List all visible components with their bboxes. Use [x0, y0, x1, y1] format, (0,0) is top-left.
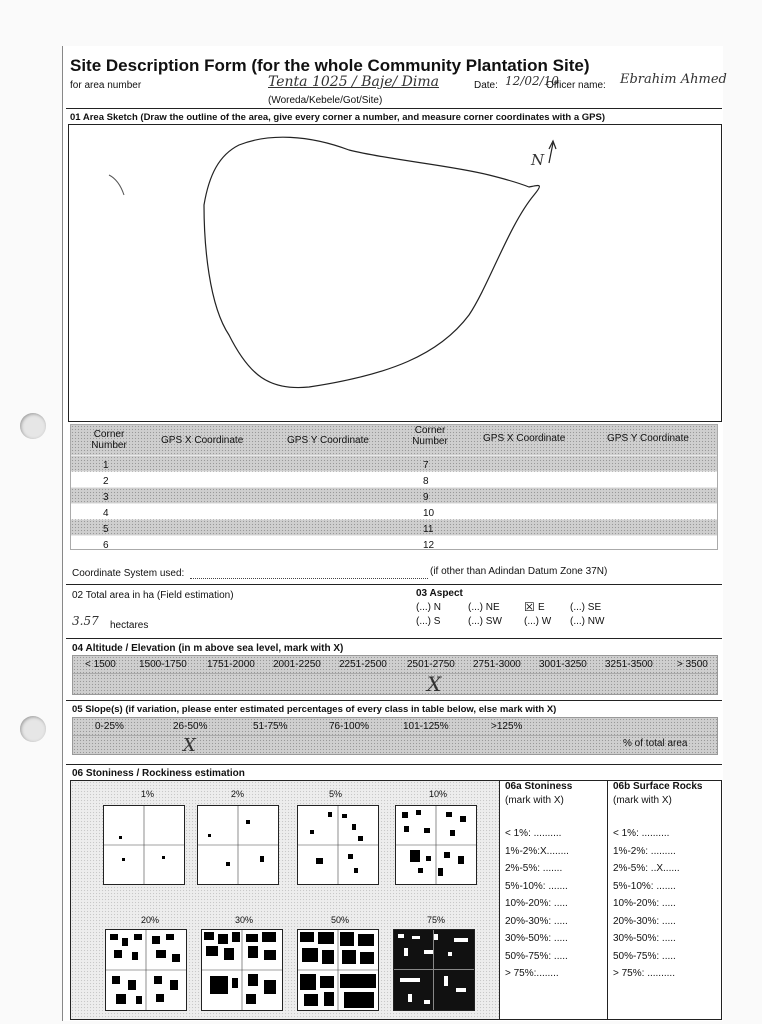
corners-table — [70, 424, 718, 550]
date-value[interactable]: 12/02/10 — [505, 74, 559, 88]
stoniness-heading: 06 Stoniness / Rockiness estimation — [72, 768, 245, 779]
aspect-w[interactable]: (...) W — [524, 616, 552, 627]
rocks-class-5[interactable]: 20%-30%: ..... — [613, 915, 676, 927]
stone-label-20: 20% — [141, 915, 160, 925]
slope-class-2[interactable]: 51-75% — [253, 721, 288, 732]
altitude-class-2[interactable]: 1751-2000 — [207, 659, 255, 670]
stone-label-50: 50% — [331, 915, 350, 925]
total-area-heading: 02 Total area in ha (Field estimation) — [72, 590, 234, 601]
aspect-sw[interactable]: (...) SW — [468, 616, 502, 627]
stone-label-1: 1% — [141, 789, 155, 799]
stone-sample-2 — [197, 805, 279, 885]
corner-7: 7 — [423, 460, 429, 471]
altitude-class-9[interactable]: > 3500 — [677, 659, 708, 670]
corner-12: 12 — [423, 540, 435, 551]
rocks-class-1[interactable]: 1%-2%: ......... — [613, 845, 676, 857]
officer-value[interactable]: Ebrahim Ahmed — [620, 72, 727, 87]
sketch-area[interactable] — [68, 124, 722, 422]
coordinate-system-label: Coordinate System used: — [72, 568, 185, 579]
location-hint: (Woreda/Kebele/Got/Site) — [268, 95, 383, 106]
rocks-class-0[interactable]: < 1%: .......... — [613, 828, 670, 839]
total-area-unit: hectares — [110, 620, 149, 631]
stone-sample-50 — [297, 929, 379, 1011]
stone-sample-1 — [103, 805, 185, 885]
stoniness-06a-title: 06a Stoniness — [505, 781, 573, 792]
stone-label-10: 10% — [429, 789, 448, 799]
stoniness-06a-classes — [505, 825, 569, 983]
altitude-class-7[interactable]: 3001-3250 — [539, 659, 587, 670]
rocks-06b-title: 06b Surface Rocks — [613, 781, 703, 792]
punch-hole-top — [20, 413, 46, 439]
corner-6: 6 — [103, 540, 109, 551]
date-label: Date: — [474, 80, 498, 91]
altitude-x-mark: X — [427, 672, 442, 696]
stoniness-class-1[interactable]: 1%-2%:X........ — [505, 845, 569, 857]
stone-label-75: 75% — [427, 915, 446, 925]
stoniness-class-2[interactable]: 2%-5%: ....... — [505, 863, 563, 874]
stoniness-class-0[interactable]: < 1%: .......... — [505, 828, 562, 839]
slope-class-5[interactable]: >125% — [491, 721, 523, 732]
altitude-table — [72, 655, 718, 695]
corner-2: 2 — [103, 476, 109, 487]
stoniness-class-3[interactable]: 5%-10%: ....... — [505, 880, 568, 892]
gps-x-header-left: GPS X Coordinate — [161, 435, 244, 446]
aspect-nw[interactable]: (...) NW — [570, 616, 605, 627]
corner-9: 9 — [423, 492, 429, 503]
rocks-class-7[interactable]: 50%-75%: ..... — [613, 950, 676, 962]
stone-label-30: 30% — [235, 915, 254, 925]
total-area-value[interactable]: 3.57 — [72, 614, 99, 628]
altitude-class-3[interactable]: 2001-2250 — [273, 659, 321, 670]
aspect-se[interactable]: (...) SE — [570, 602, 602, 613]
slope-heading: 05 Slope(s) (if variation, please enter estimated percentages of every class in table below, else mark with X) — [72, 704, 557, 715]
stoniness-class-5[interactable]: 20%-30%: ..... — [505, 915, 568, 927]
gps-y-header-left: GPS Y Coordinate — [287, 435, 369, 446]
altitude-class-4[interactable]: 2251-2500 — [339, 659, 387, 670]
stoniness-06a-sub: (mark with X) — [505, 795, 564, 806]
stone-sample-10 — [395, 805, 477, 885]
altitude-class-8[interactable]: 3251-3500 — [605, 659, 653, 670]
aspect-heading: 03 Aspect — [416, 588, 463, 599]
aspect-ne[interactable]: (...) NE — [468, 602, 500, 613]
altitude-class-0[interactable]: < 1500 — [85, 659, 116, 670]
stoniness-class-4[interactable]: 10%-20%: ..... — [505, 898, 568, 909]
officer-label: Officer name: — [546, 80, 606, 91]
north-mark: N — [531, 151, 545, 169]
area-number-value[interactable]: Tenta 1025 / Baje/ Dima — [268, 74, 439, 90]
stoniness-section — [70, 780, 722, 1020]
slope-class-3[interactable]: 76-100% — [329, 721, 370, 732]
rocks-class-3[interactable]: 5%-10%: ....... — [613, 880, 676, 892]
slope-total-label: % of total area — [623, 738, 688, 749]
corner-numbers-right — [423, 458, 434, 554]
altitude-heading: 04 Altitude / Elevation (in m above sea level, mark with X) — [72, 643, 344, 654]
corner-header-right: Corner Number — [412, 425, 448, 447]
rocks-class-8[interactable]: > 75%: .......... — [613, 968, 675, 979]
corner-numbers-left — [103, 458, 109, 554]
sketch-outline — [69, 125, 721, 421]
corner-5: 5 — [103, 524, 109, 535]
gps-y-header-right: GPS Y Coordinate — [607, 433, 689, 444]
stone-label-2: 2% — [231, 789, 245, 799]
corner-header-left: Corner Number — [91, 429, 127, 451]
slope-class-4[interactable]: 101-125% — [403, 721, 449, 732]
altitude-class-5[interactable]: 2501-2750 — [407, 659, 455, 670]
corner-1: 1 — [103, 460, 109, 471]
stone-sample-30 — [201, 929, 283, 1011]
rocks-06b-classes — [613, 825, 680, 983]
aspect-n[interactable]: (...) N — [416, 602, 441, 613]
altitude-class-6[interactable]: 2751-3000 — [473, 659, 521, 670]
rocks-class-4[interactable]: 10%-20%: ..... — [613, 898, 676, 909]
coordinate-system-field[interactable] — [190, 578, 428, 579]
stone-sample-20 — [105, 929, 187, 1011]
slope-class-0[interactable]: 0-25% — [95, 721, 124, 732]
corner-4: 4 — [103, 508, 109, 519]
stoniness-class-8[interactable]: > 75%:........ — [505, 968, 559, 979]
stoniness-class-6[interactable]: 30%-50%: ..... — [505, 933, 568, 944]
area-number-label: for area number — [70, 80, 142, 91]
aspect-s[interactable]: (...) S — [416, 616, 441, 627]
stone-sample-75 — [393, 929, 475, 1011]
stone-label-5: 5% — [329, 789, 343, 799]
stone-sample-5 — [297, 805, 379, 885]
slope-table — [72, 717, 718, 755]
corner-11: 11 — [423, 524, 434, 535]
rocks-class-6[interactable]: 30%-50%: ..... — [613, 933, 676, 944]
corner-8: 8 — [423, 476, 429, 487]
aspect-e[interactable]: E — [538, 602, 545, 613]
slope-class-1[interactable]: 26-50% — [173, 721, 208, 732]
slope-x-mark: X — [183, 735, 196, 756]
form-title: Site Description Form (for the whole Community Plantation Site) — [70, 56, 590, 75]
sketch-heading: 01 Area Sketch (Draw the outline of the area, give every corner a number, and measure corner coordinates with a GPS) — [70, 112, 605, 123]
aspect-e-mark: ☒ — [524, 600, 535, 614]
coordinate-system-note: (if other than Adindan Datum Zone 37N) — [430, 566, 608, 577]
rocks-class-2[interactable]: 2%-5%: ..X...... — [613, 863, 680, 874]
punch-hole-bottom — [20, 716, 46, 742]
corner-3: 3 — [103, 492, 109, 503]
corner-10: 10 — [423, 508, 435, 519]
altitude-class-1[interactable]: 1500-1750 — [139, 659, 187, 670]
gps-x-header-right: GPS X Coordinate — [483, 433, 566, 444]
rocks-06b-sub: (mark with X) — [613, 795, 672, 806]
stoniness-class-7[interactable]: 50%-75%: ..... — [505, 950, 568, 962]
